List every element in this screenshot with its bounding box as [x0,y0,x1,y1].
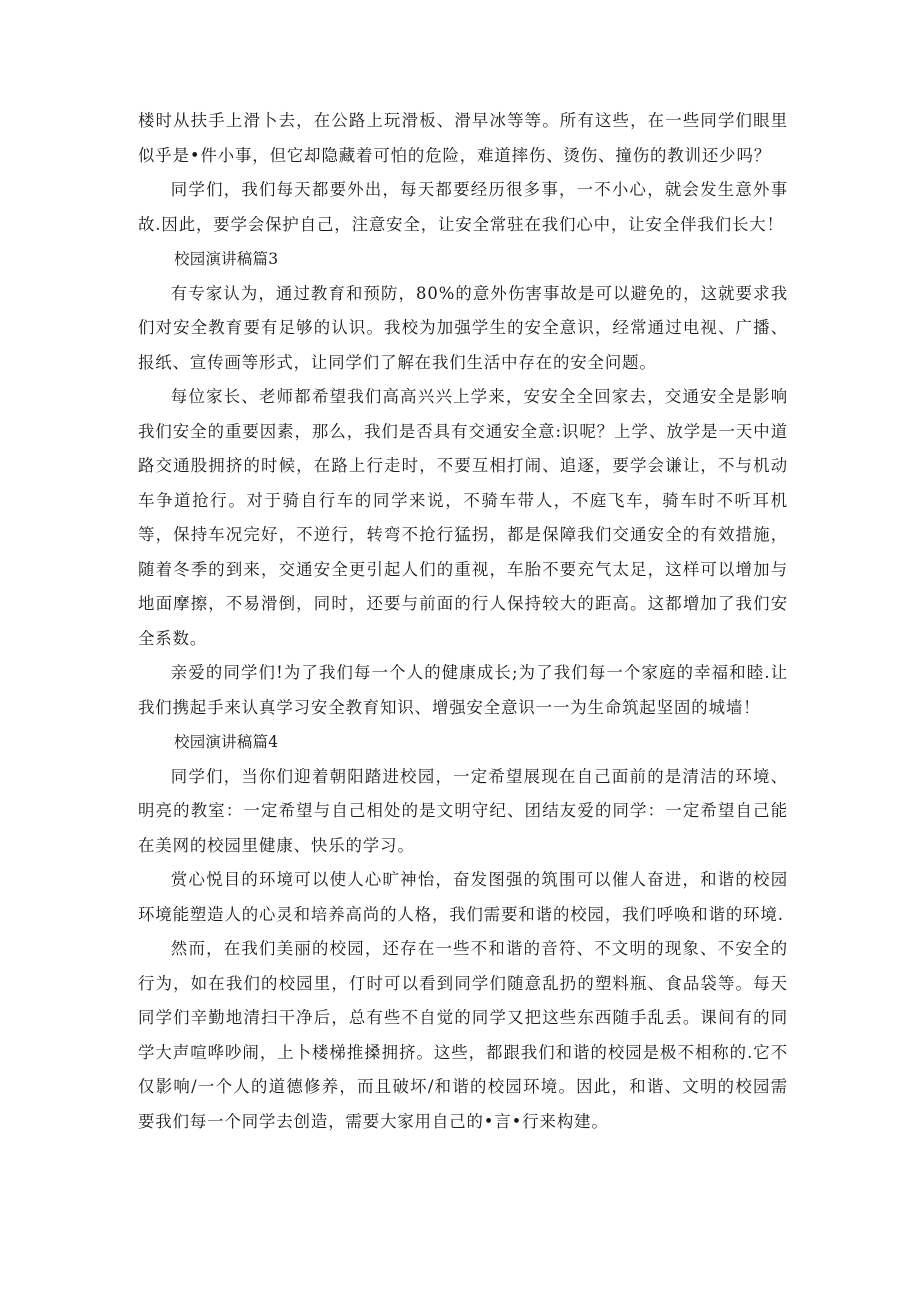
paragraph-campus-hopes: 同学们，当你们迎着朝阳踏进校园，一定希望展现在自己面前的是清洁的环境、明亮的教室：一定希望与自己相处的是文明守纪、团结友爱的同学：一定希望自己能在美网的校园里健康、快乐的学习。 [138,766,788,855]
paragraph-harmonious-environment: 赏心悦目的环境可以使人心旷神怡，奋发图强的筑围可以催人奋进，和谐的校园环境能塑造人的心灵和培养高尚的人格，我们需要和谐的校园，我们呼唤和谐的环境. [138,870,788,924]
document-body [138,104,788,1139]
paragraph-call-to-action: 亲爱的同学们!为了我们每一个人的健康成长;为了我们每一个家庭的幸福和睦.让我们携起手来认真学习安全教育知识、增强安全意识一一为生命筑起坚固的城墙！ [138,663,788,717]
paragraph-expert-opinion: 有专家认为，通过教育和预防，80%的意外伤害事故是可以避免的，这就要求我们对安全教育要有足够的认识。我校为加强学生的安全意识，经常通过电视、广播、报纸、宣传画等形式，让同学们了解在我们生活中存在的安全问题。 [138,283,788,372]
section-heading-4: 校园演讲稿篇4 [174,733,279,751]
paragraph-campus-problems: 然而，在我们美丽的校园，还存在一些不和谐的音符、不文明的现象、不安全的行为，如在我们的校园里，仃时可以看到同学们随意乱扔的塑料瓶、食品袋等。每天同学们辛勤地清扫干净后，总有些不自觉的同学又把这些东西随手乱丢。课间有的同学大声喧哗吵闹，上卜楼梯推搡拥挤。这些，都跟我们和谐的校园是极不相称的.它不仅影响/一个人的道德修养，而且破坏/和谐的校园环境。因此，和谐、文明的校园需要我们每一个同学去创造，需要大家用自己的•言•行来构建。 [138,939,788,1131]
paragraph-traffic-safety: 每位家长、老师都希望我们高高兴兴上学来，安安全全回家去，交通安全是影响我们安全的重要因素，那么，我们是否具有交通安全意:识呢？上学、放学是一天中道路交通股拥挤的时候，在路上行走时，不要互相打闹、追逐，要学会谦让，不与机动车争道抢行。对于骑自行车的同学来说，不骑车带人，不庭飞车，骑车时不听耳机等，保持车况完好，不逆行，转弯不抢行猛拐，都是保障我们交通安全的有效措施，随着冬季的到来，交通安全更引起人们的重视，车胎不要充气太足，这样可以增加与地面摩擦，不易滑倒，同时，还要与前面的行人保持较大的距高。这都增加了我们安全系数。 [138,387,788,648]
section-heading-3: 校园演讲稿篇3 [174,250,279,268]
paragraph-continuation: 楼时从扶手上滑卜去，在公路上玩滑板、滑早冰等等。所有这些，在一些同学们眼里似乎是•件小事，但它却隐藏着可怕的危险，难道摔伤、烫伤、撞伤的教训还少吗？ [138,111,788,165]
paragraph-safety-conclusion: 同学们，我们每天都要外出，每天都要经历很多事，一不小心，就会发生意外事故.因此，要学会保护自己，注意安全，让安全常驻在我们心中，让安全伴我们长大！ [138,180,788,234]
